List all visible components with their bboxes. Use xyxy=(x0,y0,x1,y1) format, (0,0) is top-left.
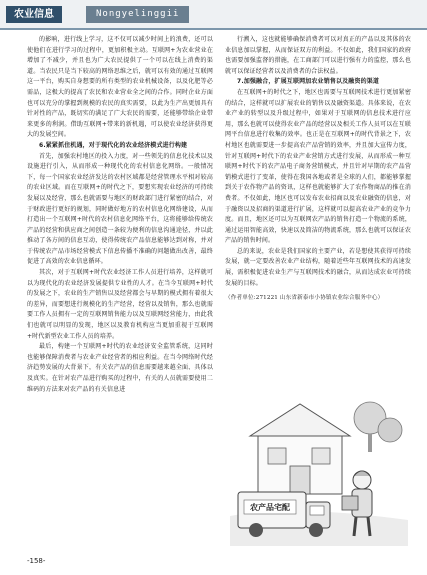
magazine-brand: Nongyelinggii xyxy=(86,6,189,23)
section-heading: 6.紧紧抓住机遇，对于现代化的农业经济模式进行构建 xyxy=(39,141,188,149)
section-tag: 农业信息 xyxy=(6,6,62,23)
header-divider xyxy=(0,28,427,30)
section-heading: 7.加强融合，扩展互联网加农业销售以及融资的渠道 xyxy=(237,78,380,86)
body-paragraph: 最后，构建一个互联网+时代的农业经济安全监管系统，这同时也能够保障消费者与农业产业经营者的相应利益。在当今网络时代经济趋势发展的大背景下，有关农产品的信息需要越来越全面、具体以及真实。在针对农产品进行购买的过程中，有关的人员就需要使用二维码的方法来对农产品的有关信息进 xyxy=(27,343,213,393)
body-paragraph: 总的来说，农业是我们国家的主要产业，若是想使其获得可持续发展，就一定要改善农业产业结构，随着近些年互联网技术的高速发展，需积极促进农业生产与互联网技术的融合，从而达成农业可持续发展的目标。 xyxy=(225,247,411,287)
page-number: -158- xyxy=(27,557,46,565)
body-paragraph: 其次，对于互联网+时代农业经济工作人员进行培养，这样就可以为现代化的农业经济发展提供专业性的人才。在当今互联网+时代的发展之下，农业的生产销售以及经营都会与早期的模式拥有着很大的差异，而要想进行规模化的生产经营，经营以及销售，那么也就需要工作人员拥有一定的互联网销售能力以及互联网经营能力，由此我们也就可以明显的发现，地区以及教育机构应当更加重视于互联网+时代新型农业工作人员的培养。 xyxy=(27,269,213,340)
body-paragraph: 首先，加强农村地区的投入力度，对一些领先的信息化技术以及设施进行引入，从而形成一种现代化的农村信息化网络。一般情况下，每一个国家农业经济发达的农村区域都是经营管理水平相对较高的农业区域。而在互联网+的时代之下，要想实现农业经济的可持续发展以及经营，那么也就需要与地区的财政部门进行紧密的结合，对于财政进行更好的规划，同时做好地方的农村信息化网络建设，从而打造出一个互联网+时代的农村信息化网络平台，这将能够给传统农产品的经营和供应商之间创造一条较为便利的信息沟通途径，并以此推动了各方间的信息互动，使得传统农产品信息能够达到对称，并对于传统农产品市场经营模式下信息传播不准确的问题做出改善，最终促进了高效的农业信息循环。 xyxy=(27,152,213,266)
left-text-column xyxy=(27,35,213,395)
page-header xyxy=(0,0,427,30)
body-paragraph: 的影响，进行线上学习，这不仅可以减少时间上的浪费，还可以使他们在进行学习的过程中，更加积极主动。互联网+为农业营业在增加了不减少，并且也为广大农民提供了一个可以在线上消费的渠道。当农民只是当下较高的网络思维之后，就可以有效的通过互联网这一平台，购买自身想要的所有类型的农业机械设备，以及化肥等必需品，这极大的提高了农民和农业营业全之间的合作。同时企业方面也可以充分的掌握到规模的农民的真实需要，以此为生产出更加具有针对性的产品，既切实的满足了广大农民的需要，还能够带给企业带来更多的利润。借助互联网+带来的新机遇，可以使农业经济获得更大的发展空间。 xyxy=(27,36,213,139)
author-affiliation: （作者单位:271221 山东省新泰市小协镇农业综合服务中心） xyxy=(225,295,384,302)
body-paragraph: 在互联网+的时代之下，地区也需要与互联网技术进行更加紧密的结合，这样就可以扩展农业的销售以及融资渠道。具体来说，在农业产业的转型以及升级过程中，如果对于互联网的信息技术进行应用，那么也就可以使得农业产品的经营以及相关工作人员可以在互联网平台信息进行收集的效率。也正是在互联网+的时代背景之下，农村地区也就需要进一步提高农产品营销的效率，并且加大宣传力度，针对互联网+时代下的农业产业营销方式进行发展，从而形成一种互联网+时代下的农产品电子商务营销模式，并且针对早期的农产品营销模式进行了变革，使得在我国各地或者是全球的人们，都能够掌握到关于农作物产品的资讯，这样也就能够扩大了农作物商品的推在消费者。不仅如此，地区也可以发布农业招商以及农业融资的信息，对于融资以及招商的渠道进行扩展，这样就可以提高农业产业的竞争力度。而且，地区还可以为互联网农产品的销售打造一个物流的系统，通过运用智能高效，快速以及简洁的物流系统，那么也就可以保证农产品的销售时间。 xyxy=(225,88,411,245)
right-text-column xyxy=(225,35,411,304)
truck-sign: 农产品宅配 xyxy=(250,503,290,512)
delivery-illustration xyxy=(230,396,408,546)
body-paragraph: 行溯入，这也就能够确保消费者可以对真正的产品以及其体的农业信息加以掌握，从而保证双方的利益。不仅如此，我们国家的政府也需要加强监督的措施，在工商部门可以进行强有力的监控，那么也就可以保证经营者以及消费者的合法权益。 xyxy=(225,36,411,75)
